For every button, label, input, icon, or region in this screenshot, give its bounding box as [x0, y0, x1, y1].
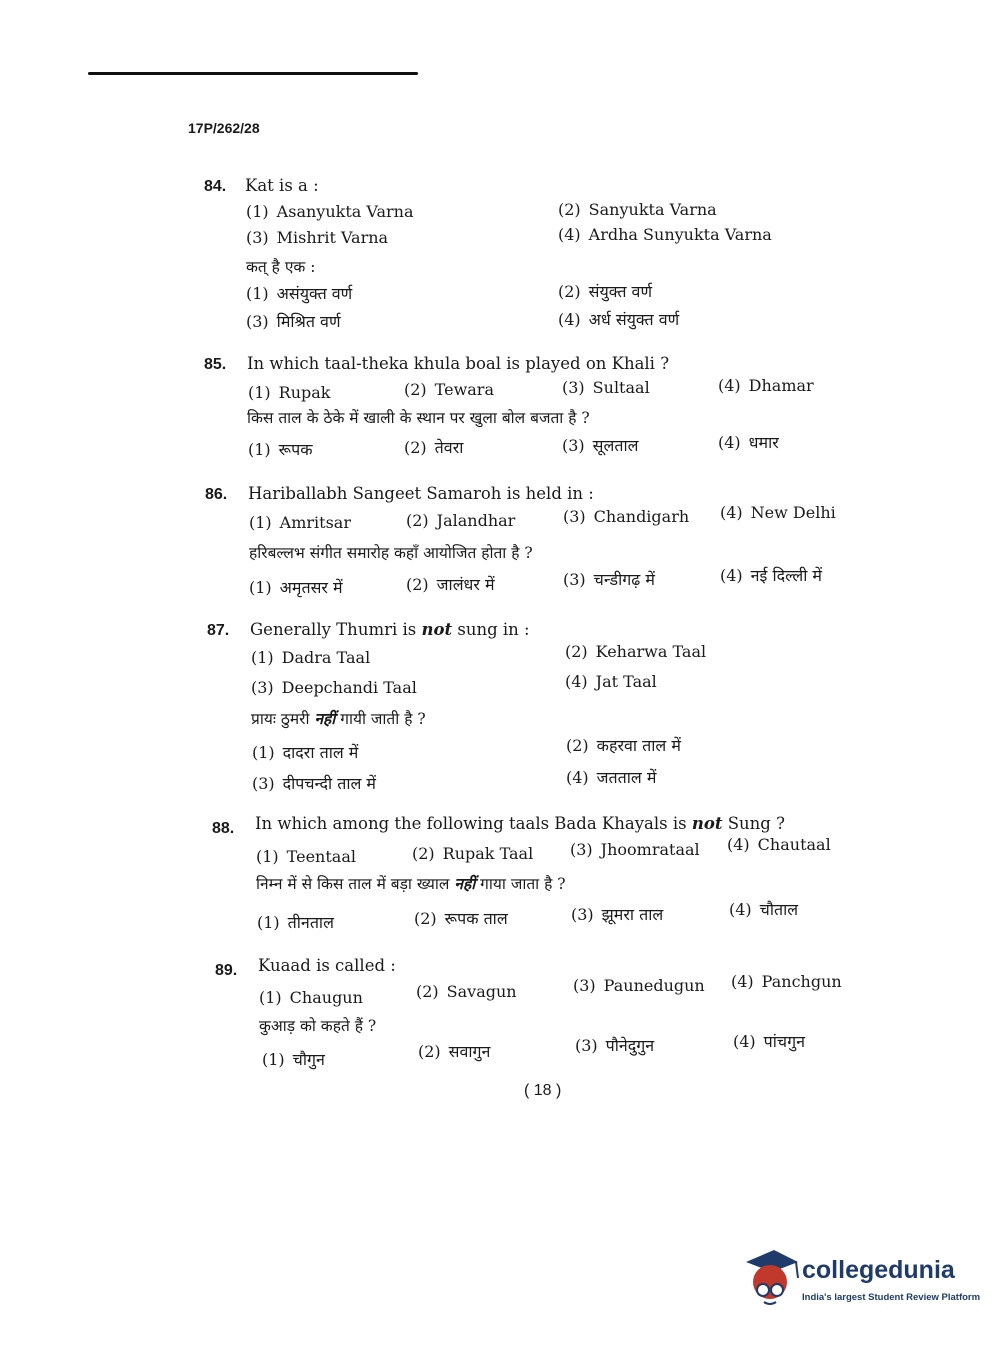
hindi-option-4: (4) जतताल में [566, 768, 657, 787]
mascot-icon [740, 1248, 802, 1314]
question-text: Hariballabh Sangeet Samaroh is held in : [248, 484, 594, 503]
question-text: Kat is a : [245, 176, 319, 195]
hindi-question-text: प्रायः ठुमरी नहीं गायी जाती है ? [251, 709, 426, 728]
hindi-option-1: (1) अमृतसर में [249, 578, 343, 597]
hindi-option-2: (2) तेवरा [404, 438, 464, 457]
option-1: (1) Rupak [248, 383, 331, 402]
question-number: 87. [207, 622, 230, 639]
hindi-option-3: (3) सूलताल [562, 436, 639, 455]
option-1: (1) Teentaal [256, 847, 356, 866]
hindi-option-2: (2) कहरवा ताल में [566, 736, 681, 755]
collegedunia-logo [740, 1248, 981, 1314]
hindi-option-4: (4) पांचगुन [733, 1032, 805, 1051]
hindi-option-3: (3) दीपचन्दी ताल में [252, 774, 376, 793]
option-1: (1) Chaugun [259, 988, 363, 1007]
question-number: 84. [204, 178, 227, 195]
option-1: (1) Asanyukta Varna [246, 202, 414, 221]
page-number: ( 18 ) [524, 1082, 562, 1099]
hindi-question-text: हरिबल्लभ संगीत समारोह कहाँ आयोजित होता है ? [249, 544, 533, 562]
header-rule [88, 72, 418, 75]
hindi-option-4: (4) नई दिल्ली में [720, 566, 822, 585]
hindi-option-1: (1) असंयुक्त वर्ण [246, 284, 353, 303]
option-3: (3) Deepchandi Taal [251, 678, 417, 697]
hindi-option-1: (1) रूपक [248, 440, 313, 459]
hindi-option-1: (1) चौगुन [262, 1050, 325, 1069]
document-code: 17P/262/28 [188, 120, 260, 136]
hindi-question-text: किस ताल के ठेके में खाली के स्थान पर खुला बोल बजता है ? [247, 409, 590, 427]
question-number: 89. [215, 962, 238, 979]
hindi-option-2: (2) रूपक ताल [414, 909, 508, 928]
question-number: 88. [212, 820, 235, 837]
hindi-question-text: कुआड़ को कहते हैं ? [259, 1017, 377, 1035]
hindi-option-3: (3) मिश्रित वर्ण [246, 312, 341, 331]
hindi-option-1: (1) दादरा ताल में [252, 743, 359, 762]
hindi-option-3: (3) पौनेदुगुन [575, 1036, 655, 1055]
hindi-question-text: कत् है एक : [246, 258, 316, 276]
hindi-option-1: (1) तीनताल [257, 913, 334, 932]
option-1: (1) Amritsar [249, 513, 351, 532]
option-4: (4) Panchgun [731, 972, 842, 991]
hindi-option-4: (4) चौताल [729, 900, 799, 919]
question-number: 86. [205, 486, 228, 503]
option-4: (4) Jat Taal [565, 672, 657, 691]
hindi-option-4: (4) अर्ध संयुक्त वर्ण [558, 310, 680, 329]
option-4: (4) Dhamar [718, 376, 814, 395]
hindi-option-3: (3) चन्डीगढ़ में [563, 570, 655, 589]
hindi-option-2: (2) जालंधर में [406, 575, 495, 594]
option-4: (4) New Delhi [720, 503, 836, 522]
option-1: (1) Dadra Taal [251, 648, 371, 667]
option-2: (2) Sanyukta Varna [558, 200, 717, 219]
option-3: (3) Paunedugun [573, 976, 705, 995]
logo-tagline: India's largest Student Review Platform [802, 1292, 981, 1303]
hindi-option-2: (2) सवागुन [418, 1042, 491, 1061]
option-2: (2) Rupak Taal [412, 844, 534, 863]
question-number: 85. [204, 356, 227, 373]
option-4: (4) Chautaal [727, 835, 831, 854]
option-2: (2) Tewara [404, 380, 494, 399]
option-2: (2) Keharwa Taal [565, 642, 707, 661]
hindi-option-4: (4) धमार [718, 433, 779, 452]
option-3: (3) Mishrit Varna [246, 228, 389, 247]
hindi-question-text: निम्न में से किस ताल में बड़ा ख्याल नहीं गाया जाता है ? [256, 874, 566, 893]
question-text: In which taal-theka khula boal is played on Khali ? [247, 354, 670, 373]
question-text: Generally Thumri is not sung in : [250, 620, 530, 639]
question-text: In which among the following taals Bada Khayals is not Sung ? [255, 814, 785, 833]
hindi-option-3: (3) झूमरा ताल [571, 905, 664, 924]
question-text: Kuaad is called : [258, 956, 396, 975]
option-3: (3) Jhoomrataal [570, 840, 700, 859]
option-3: (3) Chandigarh [563, 507, 690, 526]
option-2: (2) Jalandhar [406, 511, 516, 530]
option-2: (2) Savagun [416, 982, 517, 1001]
logo-wordmark: collegedunia [802, 1256, 955, 1284]
option-3: (3) Sultaal [562, 378, 650, 397]
option-4: (4) Ardha Sunyukta Varna [558, 225, 772, 244]
hindi-option-2: (2) संयुक्त वर्ण [558, 282, 653, 301]
